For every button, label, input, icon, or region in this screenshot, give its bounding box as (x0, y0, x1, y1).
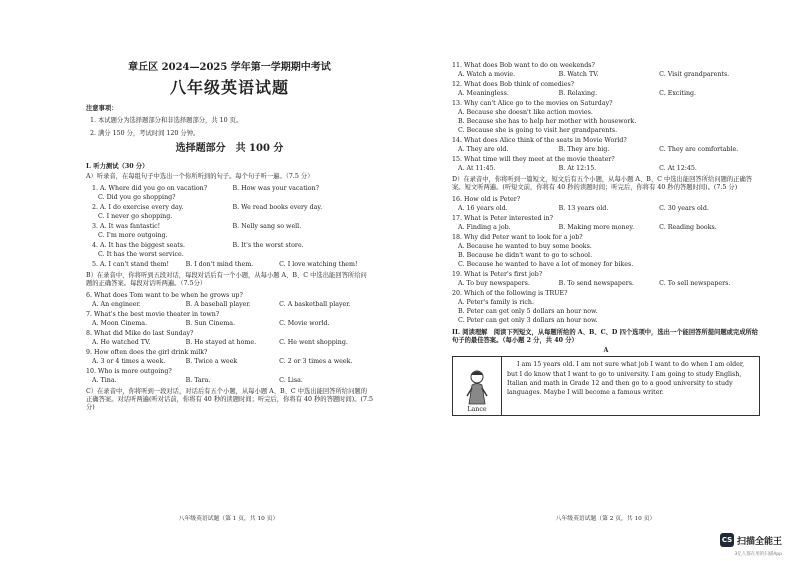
exam-title: 章丘区 2024—2025 学年第一学期期中考试 (128, 62, 331, 73)
question-stem: 10. Who is more outgoing? (86, 368, 172, 376)
option-c: C. Peter can get only 3 dollars an hour now. (458, 316, 598, 324)
option-c: C. They are comfortable. (659, 146, 739, 153)
option-c: C. 2 or 3 times a week. (279, 358, 353, 366)
question-stem: 20. Which of the following is TRUE? (452, 289, 568, 297)
option-a: A. Meaningless. (458, 90, 509, 97)
question-item (452, 62, 760, 80)
option-c: C. Did you go shopping? (98, 194, 176, 202)
question-item (86, 261, 373, 270)
option-b: B. Watch TV. (558, 71, 599, 78)
question-stem: 16. How old is Peter? (452, 195, 521, 203)
passage-a (452, 347, 760, 416)
scanner-tagline: 3亿人都在用的扫描App (734, 552, 782, 557)
passage-box (452, 356, 760, 416)
option-a: A. An engineer. (92, 301, 141, 309)
option-c: C. Lisa. (279, 377, 303, 385)
portrait-name: Lance (467, 405, 487, 413)
question-item (452, 196, 760, 214)
option-a: 5. A. I can't stand them! (92, 261, 170, 269)
section-a-instructions: A）听录音，在每组句子中选出一个你所听到的句子。每个句子听一遍。（7.5 分） (86, 173, 314, 181)
option-b: B. He stayed at home. (185, 339, 257, 347)
option-c: C. To sell newspapers. (659, 279, 731, 287)
question-stem: 15. What time will they meet at the movie theater? (452, 156, 615, 163)
option-b: B. Relaxing. (558, 90, 598, 97)
option-b: B. At 12:15. (558, 165, 597, 172)
option-c: C. Because she is going to visit her grandparents. (458, 127, 618, 134)
option-a: A. Finding a job. (458, 223, 511, 231)
option-b: B. Nelly sang so well. (232, 223, 302, 231)
question-item (86, 242, 373, 260)
option-b: B. Making more money. (558, 223, 635, 231)
question-item (452, 290, 760, 326)
cs-logo-icon: CS (720, 533, 734, 547)
question-stem: 11. What does Bob want to do on weekends? (452, 62, 595, 69)
question-stem: 19. What is Peter's first job? (452, 270, 543, 278)
option-c: C. Visit grandparents. (659, 71, 730, 78)
option-b: B. A baseball player. (185, 301, 251, 309)
option-a: A. To buy newspapers. (458, 279, 530, 287)
section-b-instructions: B）在录音中，你将听到五段对话，每段对话后有一个小题，从每小题 A、B、C 中选出能回答所给问题的正确答案。每段对话听两遍。（7.5分） (86, 272, 367, 288)
passage-letter: A (603, 347, 609, 355)
section-heading-reading: II. 阅读理解 阅读下列短文，从每题所给的 A、B、C、D 四个选项中，选出一个能回答所提问题或完成所给句子的最佳答案。（每小题 2 分，共 40 分） (452, 328, 759, 344)
question-item (86, 349, 373, 367)
notice-item: 1. 本试题分为选择题部分和非选择题部分，共 10 页。 (90, 117, 243, 125)
option-c: C. Reading books. (659, 223, 717, 231)
option-a: A. Watch a movie. (458, 71, 516, 78)
option-a: A. 16 years old. (458, 204, 508, 212)
scanner-app-name: 扫描全能王 (736, 536, 782, 547)
option-c: C. I love watching them! (279, 261, 358, 269)
option-b: B. We read books every day. (232, 204, 323, 212)
question-item (86, 204, 373, 222)
option-c: C. I'm more outgoing. (98, 232, 168, 240)
exam-page-2 (397, 0, 794, 561)
option-c: C. It has the worst service. (98, 251, 184, 259)
portrait (453, 357, 502, 415)
part-title: 选择题部分 共 100 分 (175, 143, 284, 155)
option-a: A. 3 or 4 times a week. (92, 358, 166, 366)
option-b: B. Sun Cinema. (185, 320, 235, 328)
scanner-watermark (720, 533, 782, 547)
option-a: A. He watched TV. (92, 339, 151, 347)
question-item (452, 100, 760, 136)
option-b: B. Peter can get only 5 dollars an hour now. (458, 307, 598, 315)
section-heading-listening: I. 听力测试（30 分） (86, 162, 149, 170)
question-stem: 14. What does Alice think of the seats in Movie World? (452, 137, 627, 144)
question-item (86, 292, 373, 310)
notice-heading: 注意事项： (86, 104, 118, 112)
question-item (452, 271, 760, 289)
option-b: B. How was your vacation? (232, 185, 319, 193)
question-stem: 13. Why can't Alice go to the movies on Saturday? (452, 100, 613, 107)
question-item (452, 234, 760, 270)
question-item (86, 368, 373, 386)
option-a: A. Because he wanted to buy some books. (458, 242, 592, 250)
option-a: A. Because she doesn't like action movies. (458, 109, 593, 116)
question-item (452, 81, 760, 99)
boy-portrait-icon (463, 368, 491, 406)
option-b: B. To send newspapers. (558, 279, 634, 287)
page-footer: 八年级英语试题（第 2 页，共 10 页） (555, 515, 656, 522)
question-stem: 12. What does Bob think of comedies? (452, 81, 575, 88)
option-a: A. Peter's family is rich. (458, 298, 534, 306)
option-a: 2. A. I do exercise every day. (92, 204, 184, 212)
option-b: B. I don't mind them. (185, 261, 254, 269)
question-stem: 17. What is Peter interested in? (452, 214, 554, 222)
notice-item: 2. 满分 150 分，考试时间 120 分钟。 (90, 130, 200, 138)
question-stem: 6. What does Tom want to be when he grows up? (86, 292, 243, 300)
option-b: B. 13 years old. (558, 204, 609, 212)
option-a: 3. A. It was fantastic! (92, 223, 161, 231)
option-a: 4. A. It has the biggest seats. (92, 242, 186, 250)
option-b: B. Because she has to help her mother with housework. (458, 118, 637, 125)
section-d-instructions: D）在录音中，你将听到一篇短文，短文后有五个小题，从每小题 A、B、C 中选出能回答所给问题的正确答案。短文听两遍。(听短文前，你将有 40 秒的读题时间；听完后，你将有 40 秒的答题时间)。(7.5 分) (452, 176, 753, 191)
question-stem: 9. How often does the girl drink milk? (86, 349, 208, 357)
question-item (86, 223, 373, 241)
question-item (452, 137, 760, 155)
question-item (86, 311, 373, 329)
page-footer: 八年级英语试题（第 1 页，共 10 页） (178, 515, 279, 522)
option-a: A. They are old. (458, 146, 509, 153)
subject-title: 八年级英语试题 (169, 77, 289, 97)
option-c: C. At 12:45. (659, 165, 697, 172)
section-c-instructions: C）在录音中，你将听到一段对话，对话后有五个小题，从每小题 A、B、C 中选出能回答所给问题的正确答案。对话听两遍(听对话前，你将有 40 秒的读题时间；听完后，你将有 40 秒的答题时间)。(7.5 分) (86, 388, 373, 411)
option-b: B. Tara. (185, 377, 211, 385)
question-stem: 7. What's the best movie theater in town? (86, 311, 220, 319)
option-b: B. They are big. (558, 146, 610, 153)
option-b: B. It's the worst store. (232, 242, 304, 250)
option-b: B. Because he didn't want to go to school. (458, 251, 593, 259)
option-c: C. I never go shopping. (98, 213, 173, 221)
option-c: C. Exciting. (659, 90, 697, 97)
option-a: A. At 11:45. (458, 165, 496, 172)
question-item (86, 330, 373, 348)
option-b: B. Twice a week (185, 358, 238, 366)
option-c: C. Movie world. (279, 320, 330, 328)
option-c: C. He went shopping. (279, 339, 348, 347)
option-a: 1. A. Where did you go on vacation? (92, 185, 208, 193)
question-stem: 8. What did Mike do last Sunday? (86, 330, 194, 338)
question-stem: 18. Why did Peter want to look for a job? (452, 233, 583, 241)
question-item (86, 185, 373, 203)
question-item (452, 215, 760, 233)
passage-text: I am 15 years old. I am not sure what job I want to do when I am older, but I do know that I want to go to university. I am going to study English, Italian and math in Grade 12 and then go to a good university to study languages. Maybe I will become a famous writer. (507, 361, 745, 396)
option-a: A. Moon Cinema. (92, 320, 147, 328)
option-a: A. Tina. (92, 377, 117, 385)
option-c: C. Because he wanted to have a lot of money for bikes. (458, 260, 634, 268)
question-item (452, 156, 760, 174)
option-c: C. A basketball player. (279, 301, 351, 309)
option-c: C. 30 years old. (659, 204, 709, 212)
